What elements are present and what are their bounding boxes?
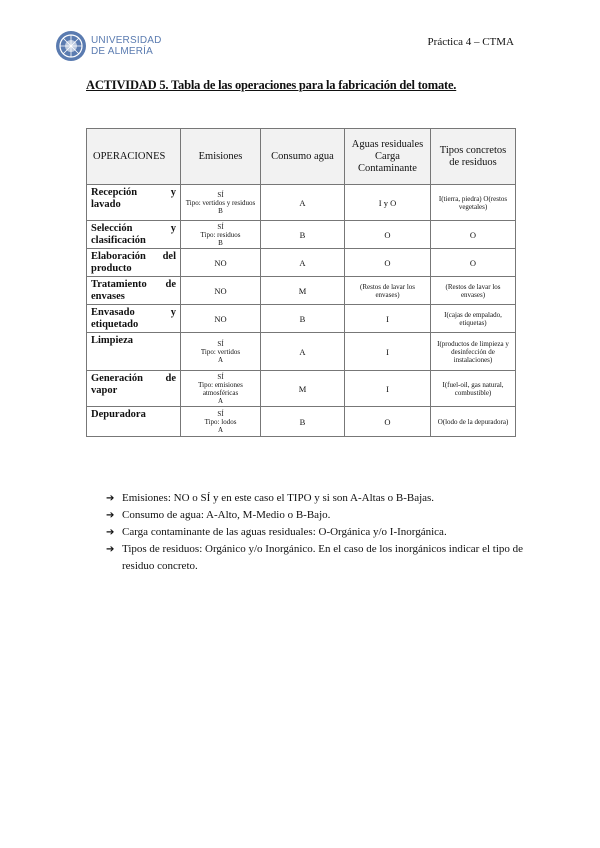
table-row (87, 221, 516, 249)
consumo-cell: M (261, 371, 345, 407)
header-emisiones: Emisiones (181, 129, 261, 185)
emissions-cell: NO (181, 305, 261, 333)
operation-cell: Recepción y lavado (87, 185, 181, 221)
header-consumo: Consumo agua (261, 129, 345, 185)
arrow-right-icon: ➔ (106, 493, 115, 504)
aguas-cell: I (345, 333, 431, 371)
legend-list (106, 490, 526, 575)
university-logo (55, 30, 162, 62)
tipos-cell: (Restos de lavar los envases) (431, 277, 516, 305)
aguas-cell: I (345, 305, 431, 333)
consumo-cell: B (261, 407, 345, 437)
operation-cell: Selección y clasificación (87, 221, 181, 249)
operation-cell: Generación de vapor (87, 371, 181, 407)
consumo-cell: B (261, 221, 345, 249)
university-seal-icon (55, 30, 87, 62)
emissions-cell: NO (181, 249, 261, 277)
aguas-cell: I y O (345, 185, 431, 221)
operation-cell: Tratamiento de envases (87, 277, 181, 305)
table-header-row (87, 129, 516, 185)
tipos-cell: O (431, 249, 516, 277)
consumo-cell: A (261, 333, 345, 371)
consumo-cell: B (261, 305, 345, 333)
tipos-cell: I(productos de limpieza y desinfección de instalaciones) (431, 333, 516, 371)
emissions-cell: SÍ Tipo: vertidos y residuos B (181, 185, 261, 221)
tipos-cell: I(cajas de empalado, etiquetas) (431, 305, 516, 333)
table-row (87, 249, 516, 277)
logo-line-1: UNIVERSIDAD (91, 35, 162, 46)
list-item: ➔ Tipos de residuos: Orgánico y/o Inorgánico. En el caso de los inorgánicos indicar el tipo de residuo concreto. (106, 541, 526, 575)
operation-cell: Elaboración del producto (87, 249, 181, 277)
header-operaciones: OPERACIONES (87, 129, 181, 185)
table-row (87, 305, 516, 333)
tipos-cell: I(tierra, piedra) O(restos vegetales) (431, 185, 516, 221)
emissions-cell: NO (181, 277, 261, 305)
aguas-cell: O (345, 407, 431, 437)
table-row (87, 371, 516, 407)
aguas-cell: (Restos de lavar los envases) (345, 277, 431, 305)
emissions-cell: SÍ Tipo: vertidos A (181, 333, 261, 371)
consumo-cell: M (261, 277, 345, 305)
table-row (87, 333, 516, 371)
arrow-right-icon: ➔ (106, 527, 115, 538)
practice-label: Práctica 4 – CTMA (427, 36, 514, 48)
list-item: ➔ Emisiones: NO o SÍ y en este caso el TIPO y si son A-Altas o B-Bajas. (106, 490, 526, 507)
table-row (87, 407, 516, 437)
arrow-right-icon: ➔ (106, 544, 115, 555)
operation-cell: Envasado y etiquetado (87, 305, 181, 333)
tipos-cell: I(fuel-oil, gas natural, combustible) (431, 371, 516, 407)
header-aguas: Aguas residuales Carga Contaminante (345, 129, 431, 185)
tipos-cell: O (431, 221, 516, 249)
operation-cell: Limpieza (87, 333, 181, 371)
logo-line-2: DE ALMERÍA (91, 46, 154, 57)
consumo-cell: A (261, 185, 345, 221)
tipos-cell: O(lodo de la depuradora) (431, 407, 516, 437)
table-row (87, 277, 516, 305)
operation-cell: Depuradora (87, 407, 181, 437)
aguas-cell: O (345, 221, 431, 249)
arrow-right-icon: ➔ (106, 510, 115, 521)
list-item: ➔ Consumo de agua: A-Alto, M-Medio o B-Bajo. (106, 507, 526, 524)
list-item: ➔ Carga contaminante de las aguas residuales: O-Orgánica y/o I-Inorgánica. (106, 524, 526, 541)
page-title: ACTIVIDAD 5. Tabla de las operaciones para la fabricación del tomate. (86, 78, 457, 92)
aguas-cell: I (345, 371, 431, 407)
aguas-cell: O (345, 249, 431, 277)
emissions-cell: SÍ Tipo: residuos B (181, 221, 261, 249)
operations-table (86, 128, 516, 437)
table-row (87, 185, 516, 221)
emissions-cell: SÍ Tipo: lodos A (181, 407, 261, 437)
logo-text (91, 35, 162, 57)
consumo-cell: A (261, 249, 345, 277)
emissions-cell: SÍ Tipo: emisiones atmosféricas A (181, 371, 261, 407)
header-tipos: Tipos concretos de residuos (431, 129, 516, 185)
